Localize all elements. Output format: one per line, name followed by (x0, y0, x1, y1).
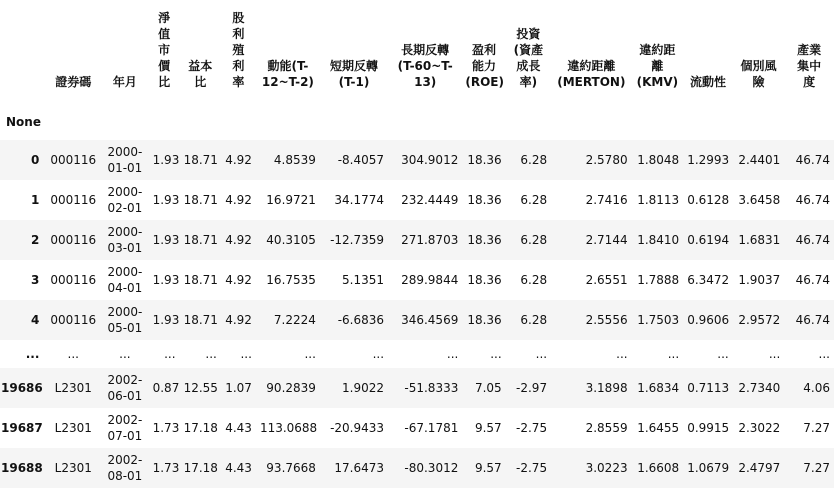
table-cell: 4.06 (803, 381, 830, 395)
table-cell: ... (240, 347, 252, 361)
table-cell: 93.7668 (266, 461, 316, 475)
column-header: 流動性 (689, 75, 726, 89)
index-column-header (0, 0, 45, 104)
table-cell: -20.9433 (330, 421, 385, 435)
table-cell: 7.2224 (273, 313, 316, 327)
table-cell: 000116 (50, 273, 97, 287)
column-header: 盈利 能力 (ROE) (465, 43, 504, 89)
column-header: 年月 (112, 75, 137, 89)
table-cell: 2002- 06-01 (107, 373, 143, 403)
table-cell: ... (490, 347, 502, 361)
table-cell: 2.5556 (585, 313, 628, 327)
table-cell: 1.73 (152, 421, 180, 435)
table-body (0, 140, 834, 488)
table-cell: ... (67, 347, 79, 361)
table-cell: 0.87 (152, 381, 180, 395)
table-cell: 6.28 (520, 233, 548, 247)
table-cell: 6.28 (520, 273, 548, 287)
table-cell: 1.93 (152, 313, 180, 327)
table-cell: ... (535, 347, 548, 361)
table-cell: 1.0679 (687, 461, 730, 475)
table-cell: 6.28 (520, 313, 548, 327)
table-cell: 3.6458 (738, 193, 781, 207)
table-cell: 18.36 (467, 313, 502, 327)
table-cell: 1.6834 (637, 381, 680, 395)
table-header (0, 0, 834, 140)
row-index: 19687 (1, 421, 43, 435)
table-cell: ... (818, 347, 830, 361)
table-cell: 46.74 (795, 273, 830, 287)
table-cell: 1.73 (152, 461, 180, 475)
table-cell: 4.8539 (273, 153, 316, 167)
table-cell: 18.71 (183, 233, 218, 247)
table-row (0, 220, 834, 260)
table-row (0, 140, 834, 180)
table-cell: 1.9037 (738, 273, 781, 287)
table-row (0, 408, 834, 448)
table-cell: 6.28 (520, 193, 548, 207)
table-cell: 46.74 (795, 193, 830, 207)
table-cell: ... (304, 347, 316, 361)
table-cell: ... (768, 347, 781, 361)
table-cell: 7.27 (803, 461, 830, 475)
table-cell: 2002- 08-01 (107, 453, 143, 483)
column-header: 短期反轉 (T-1) (329, 59, 378, 89)
table-cell: 1.07 (225, 381, 252, 395)
table-cell: 90.2839 (266, 381, 316, 395)
table-cell: 2.7144 (585, 233, 628, 247)
table-cell: 18.71 (183, 153, 218, 167)
table-cell: ... (717, 347, 729, 361)
table-row (0, 180, 834, 220)
table-cell: 17.6473 (334, 461, 385, 475)
table-cell: 2.4401 (738, 153, 781, 167)
table-cell: 1.2993 (687, 153, 730, 167)
table-cell: 17.18 (183, 421, 218, 435)
table-cell: 2.5780 (585, 153, 628, 167)
table-cell: -67.1781 (404, 421, 459, 435)
table-cell: 3.1898 (585, 381, 628, 395)
row-index: 19686 (1, 381, 43, 395)
table-cell: 1.93 (152, 233, 180, 247)
table-cell: 1.93 (152, 153, 180, 167)
table-cell: 16.7535 (266, 273, 316, 287)
table-cell: 304.9012 (401, 153, 459, 167)
table-cell: 1.6831 (738, 233, 781, 247)
column-header: 違約距離 (MERTON) (557, 59, 626, 89)
table-cell: 12.55 (183, 381, 218, 395)
index-name-row (0, 104, 834, 140)
table-cell: ... (205, 347, 217, 361)
table-cell: -2.75 (516, 461, 548, 475)
row-index: 19688 (1, 461, 43, 475)
table-cell: 46.74 (795, 153, 830, 167)
table-cell: 2.7340 (738, 381, 781, 395)
row-index: 4 (31, 313, 40, 327)
table-cell: 1.7888 (637, 273, 680, 287)
table-cell: 000116 (50, 193, 97, 207)
table-cell: -8.4057 (337, 153, 385, 167)
table-cell: 1.9022 (342, 381, 385, 395)
table-cell: 4.92 (225, 193, 252, 207)
index-name-spacer (45, 104, 834, 140)
table-cell: 0.7113 (687, 381, 730, 395)
column-header: 益本 比 (188, 59, 213, 89)
table-row (0, 368, 834, 408)
table-cell: 6.3472 (687, 273, 730, 287)
index-name: None (6, 115, 41, 129)
column-header: 淨 值 市 價 比 (158, 11, 171, 89)
table-cell: 5.1351 (342, 273, 385, 287)
table-cell: ... (119, 347, 131, 361)
column-header: 違約距 離 (KMV) (636, 43, 679, 89)
table-cell: 18.36 (467, 233, 502, 247)
column-header: 證券碼 (55, 75, 92, 89)
table-cell: 34.1774 (334, 193, 385, 207)
ellipsis-row (0, 340, 834, 368)
table-cell: 271.8703 (401, 233, 459, 247)
table-cell: 2000- 02-01 (107, 185, 143, 215)
table-cell: -6.6836 (337, 313, 385, 327)
table-cell: 6.28 (520, 153, 548, 167)
column-header: 投資 (資產 成長 率) (513, 27, 544, 89)
table-cell: 2002- 07-01 (107, 413, 143, 443)
table-cell: 4.92 (225, 153, 252, 167)
table-cell: 18.71 (183, 313, 218, 327)
column-header-row (0, 0, 834, 104)
table-cell: 4.43 (225, 421, 252, 435)
table-cell: 289.9844 (401, 273, 459, 287)
table-cell: 1.93 (152, 193, 180, 207)
table-cell: 0.6128 (687, 193, 730, 207)
table-cell: 0.9915 (687, 421, 730, 435)
row-index: 2 (31, 233, 40, 247)
row-index: 1 (31, 193, 40, 207)
table-cell: 1.6608 (637, 461, 680, 475)
table-cell: 1.6455 (637, 421, 680, 435)
table-cell: 232.4449 (401, 193, 459, 207)
table-cell: ... (372, 347, 385, 361)
table-cell: 2000- 03-01 (107, 225, 143, 255)
table-cell: ... (164, 347, 176, 361)
table-cell: -2.97 (516, 381, 548, 395)
table-row (0, 300, 834, 340)
row-index: 3 (31, 273, 40, 287)
table-cell: 0.6194 (687, 233, 730, 247)
table-cell: 7.05 (474, 381, 502, 395)
table-cell: 2.7416 (585, 193, 628, 207)
table-cell: L2301 (54, 461, 92, 475)
table-cell: 1.8048 (637, 153, 680, 167)
table-cell: 4.43 (225, 461, 252, 475)
table-cell: -2.75 (516, 421, 548, 435)
table-cell: 3.0223 (585, 461, 628, 475)
table-cell: 17.18 (183, 461, 218, 475)
table-cell: -51.8333 (404, 381, 459, 395)
table-cell: 2.3022 (738, 421, 781, 435)
table-cell: 2.9572 (738, 313, 781, 327)
table-cell: 2.8559 (585, 421, 628, 435)
table-cell: 9.57 (474, 461, 502, 475)
table-cell: 46.74 (795, 313, 830, 327)
table-cell: 7.27 (803, 421, 830, 435)
table-cell: 1.93 (152, 273, 180, 287)
table-cell: 4.92 (225, 233, 252, 247)
table-cell: 2000- 05-01 (107, 305, 143, 335)
row-index: 0 (31, 153, 40, 167)
column-header: 個別風 險 (740, 59, 777, 89)
table-row (0, 260, 834, 300)
table-cell: 113.0688 (259, 421, 318, 435)
table-cell: L2301 (54, 381, 92, 395)
table-cell: ... (616, 347, 628, 361)
column-header: 產業 集中 度 (797, 43, 822, 89)
table-cell: 2.4797 (738, 461, 781, 475)
column-header: 長期反轉 (T-60~T- 13) (397, 43, 453, 89)
table-cell: 18.71 (183, 273, 218, 287)
table-cell: 2.6551 (585, 273, 628, 287)
table-cell: 1.8113 (637, 193, 680, 207)
table-cell: 18.36 (467, 193, 502, 207)
column-header: 股 利 殖 利 率 (232, 11, 245, 89)
table-cell: 0.9606 (687, 313, 730, 327)
table-cell: 2000- 04-01 (107, 265, 143, 295)
table-cell: 18.71 (183, 193, 218, 207)
column-header: 動能(T- 12~T-2) (261, 59, 314, 89)
table-cell: 9.57 (474, 421, 502, 435)
table-cell: 2000- 01-01 (107, 145, 143, 175)
row-index: ... (25, 347, 40, 361)
table-cell: 16.9721 (266, 193, 316, 207)
table-cell: 000116 (50, 233, 97, 247)
table-cell: 1.8410 (637, 233, 680, 247)
table-cell: 000116 (50, 313, 97, 327)
table-cell: ... (446, 347, 459, 361)
table-row (0, 448, 834, 488)
table-cell: 4.92 (225, 273, 252, 287)
table-cell: 1.7503 (637, 313, 680, 327)
table-cell: 46.74 (795, 233, 830, 247)
table-cell: ... (667, 347, 680, 361)
table-cell: 4.92 (225, 313, 252, 327)
table-cell: 000116 (50, 153, 97, 167)
table-cell: -80.3012 (404, 461, 459, 475)
table-cell: 18.36 (467, 273, 502, 287)
table-cell: L2301 (54, 421, 92, 435)
table-cell: 346.4569 (401, 313, 459, 327)
table-cell: -12.7359 (330, 233, 385, 247)
table-cell: 40.3105 (266, 233, 316, 247)
table-cell: 18.36 (467, 153, 502, 167)
